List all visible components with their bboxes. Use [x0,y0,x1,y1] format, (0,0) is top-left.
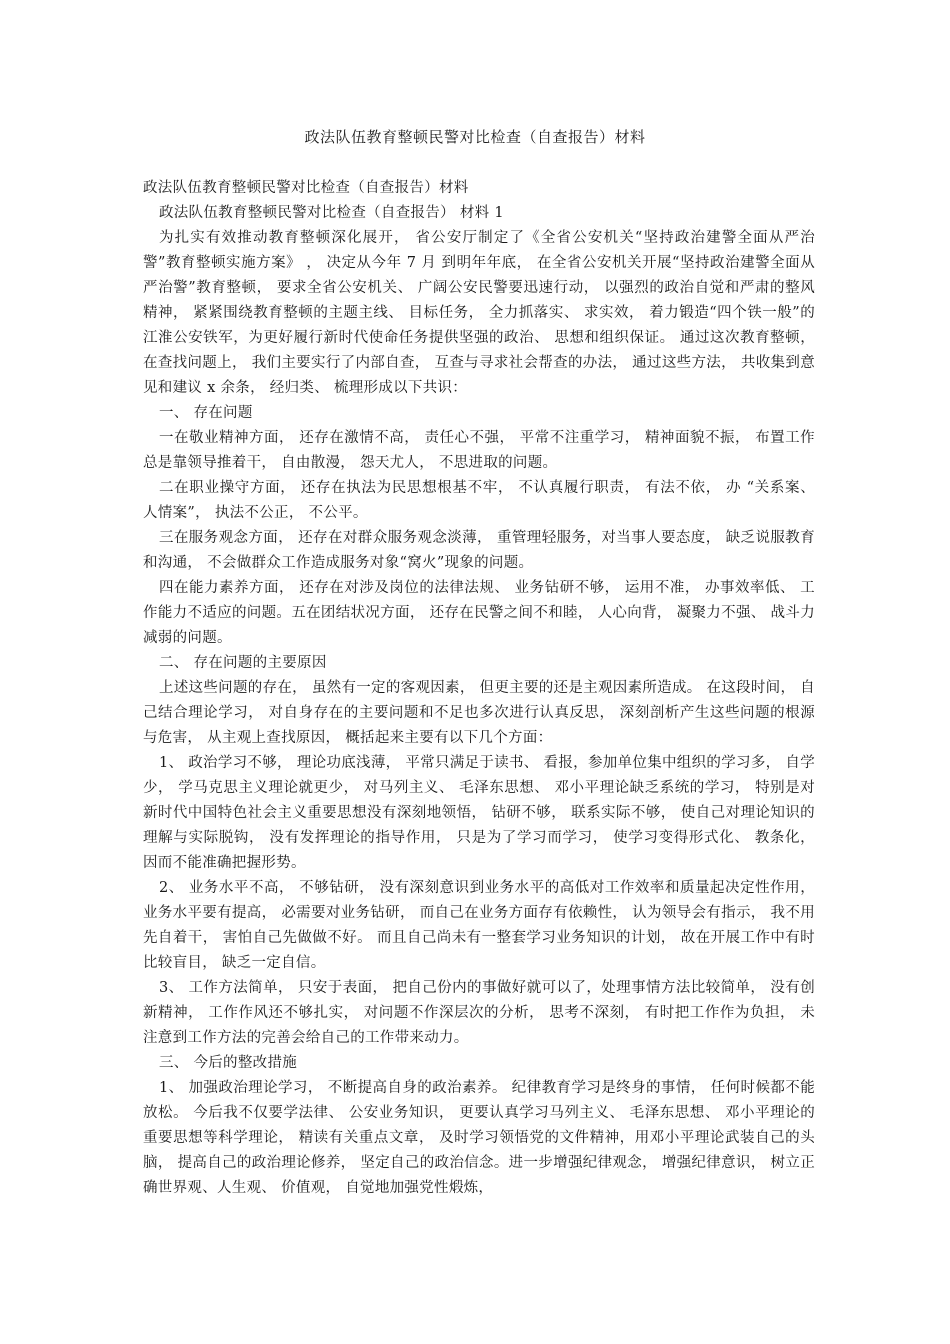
paragraph: 为扎实有效推动教育整顿深化展开， 省公安厅制定了《全省公安机关“坚持政治建警全面从严治警”教育整顿实施方案》 ， 决定从今年 7 月 到明年年底， 在全省公安机关开展“坚持政治建警全面从严治警”教育整顿， 要求全省公安机关、 广阔公安民警要迅速行动， 以强烈的政治自觉和严肃的整风精神， 紧紧围绕教育整顿的主题主线、 目标任务， 全力抓落实、 求实效， 着力锻造“四个铁一般”的江淮公安铁军，为更好履行新时代使命任务提供坚强的政治、 思想和组织保证。 通过这次教育整顿， 在查找问题上， 我们主要实行了内部自查， 互查与寻求社会帮查的办法， 通过这些方法， 共收集到意见和建议 x 余条， 经归类、 梳理形成以下共识： [143,230,815,396]
paragraph: 一、 存在问题 [158,405,253,421]
paragraph: 二在职业操守方面， 还存在执法为民思想根基不牢， 不认真履行职责， 有法不依， 办 “关系案、 人情案”， 执法不公正， 不公平。 [143,480,815,521]
paragraph: 1、 政治学习不够， 理论功底浅薄， 平常只满足于读书、 看报，参加单位集中组织的学习多， 自学少， 学马克思主义理论就更少， 对马列主义、 毛泽东思想、 邓小平理论缺乏系统的学习， 特别是对新时代中国特色社会主义重要思想没有深刻地领悟， 钻研不够， 联系实际不够， 使自己对理论知识的理解与实际脱钩， 没有发挥理论的指导作用， 只是为了学习而学习， 使学习变得形式化、 教条化， 因而不能准确把握形势。 [143,755,815,871]
paragraph: 1、 加强政治理论学习， 不断提高自身的政治素养。 纪律教育学习是终身的事情， 任何时候都不能放松。 今后我不仅要学法律、 公安业务知识， 更要认真学习马列主义、 毛泽东思想、 邓小平理论的重要思想等科学理论， 精读有关重点文章， 及时学习领悟党的文件精神，用邓小平理论武装自己的头脑， 提高自己的政治理论修养， 坚定自己的政治信念。进一步增强纪律观念， 增强纪律意识， 树立正确世界观、人生观、 价值观， 自觉地加强党性煅炼， [143,1080,815,1196]
document-body [143,176,815,1201]
paragraph: 上述这些问题的存在， 虽然有一定的客观因素， 但更主要的还是主观因素所造成。 在这段时间， 自己结合理论学习， 对自身存在的主要问题和不足也多次进行认真反思， 深刻剖析产生这些问题的根源与危害， 从主观上查找原因， 概括起来主要有以下几个方面： [143,680,815,746]
paragraph: 3、 工作方法简单， 只安于表面， 把自己份内的事做好就可以了，处理事情方法比较简单， 没有创新精神， 工作作风还不够扎实， 对问题不作深层次的分析， 思考不深刻， 有时把工作作为负担， 未注意到工作方法的完善会给自己的工作带来动力。 [143,980,815,1046]
paragraph: 2、 业务水平不高， 不够钻研， 没有深刻意识到业务水平的高低对工作效率和质量起决定性作用， 业务水平要有提高， 必需要对业务钻研， 而自己在业务方面存有依赖性， 认为领导会有指示， 我不用先自着干， 害怕自己先做做不好。 而且自己尚未有一整套学习业务知识的计划， 故在开展工作中有时比较盲目， 缺乏一定自信。 [143,880,815,971]
document-title: 政法队伍教育整顿民警对比检查（自查报告）材料 [304,128,646,146]
paragraph: 政法队伍教育整顿民警对比检查（自查报告）材料 [143,180,469,196]
paragraph: 一在敬业精神方面， 还存在激情不高， 责任心不强， 平常不注重学习， 精神面貌不振， 布置工作总是靠领导推着干， 自由散漫， 怨天尤人， 不思进取的问题。 [143,430,815,471]
paragraph: 政法队伍教育整顿民警对比检查（自查报告） 材料 1 [158,205,504,221]
paragraph: 三、 今后的整改措施 [158,1055,298,1071]
paragraph: 四在能力素养方面， 还存在对涉及岗位的法律法规、 业务钻研不够， 运用不准， 办事效率低、 工作能力不适应的问题。五在团结状况方面， 还存在民警之间不和睦， 人心向背， 凝聚力不强、 战斗力减弱的问题。 [143,580,815,646]
paragraph: 二、 存在问题的主要原因 [158,655,327,671]
paragraph: 三在服务观念方面， 还存在对群众服务观念淡薄， 重管理轻服务，对当事人要态度， 缺乏说服教育和沟通， 不会做群众工作造成服务对象“窝火”现象的问题。 [143,530,815,571]
